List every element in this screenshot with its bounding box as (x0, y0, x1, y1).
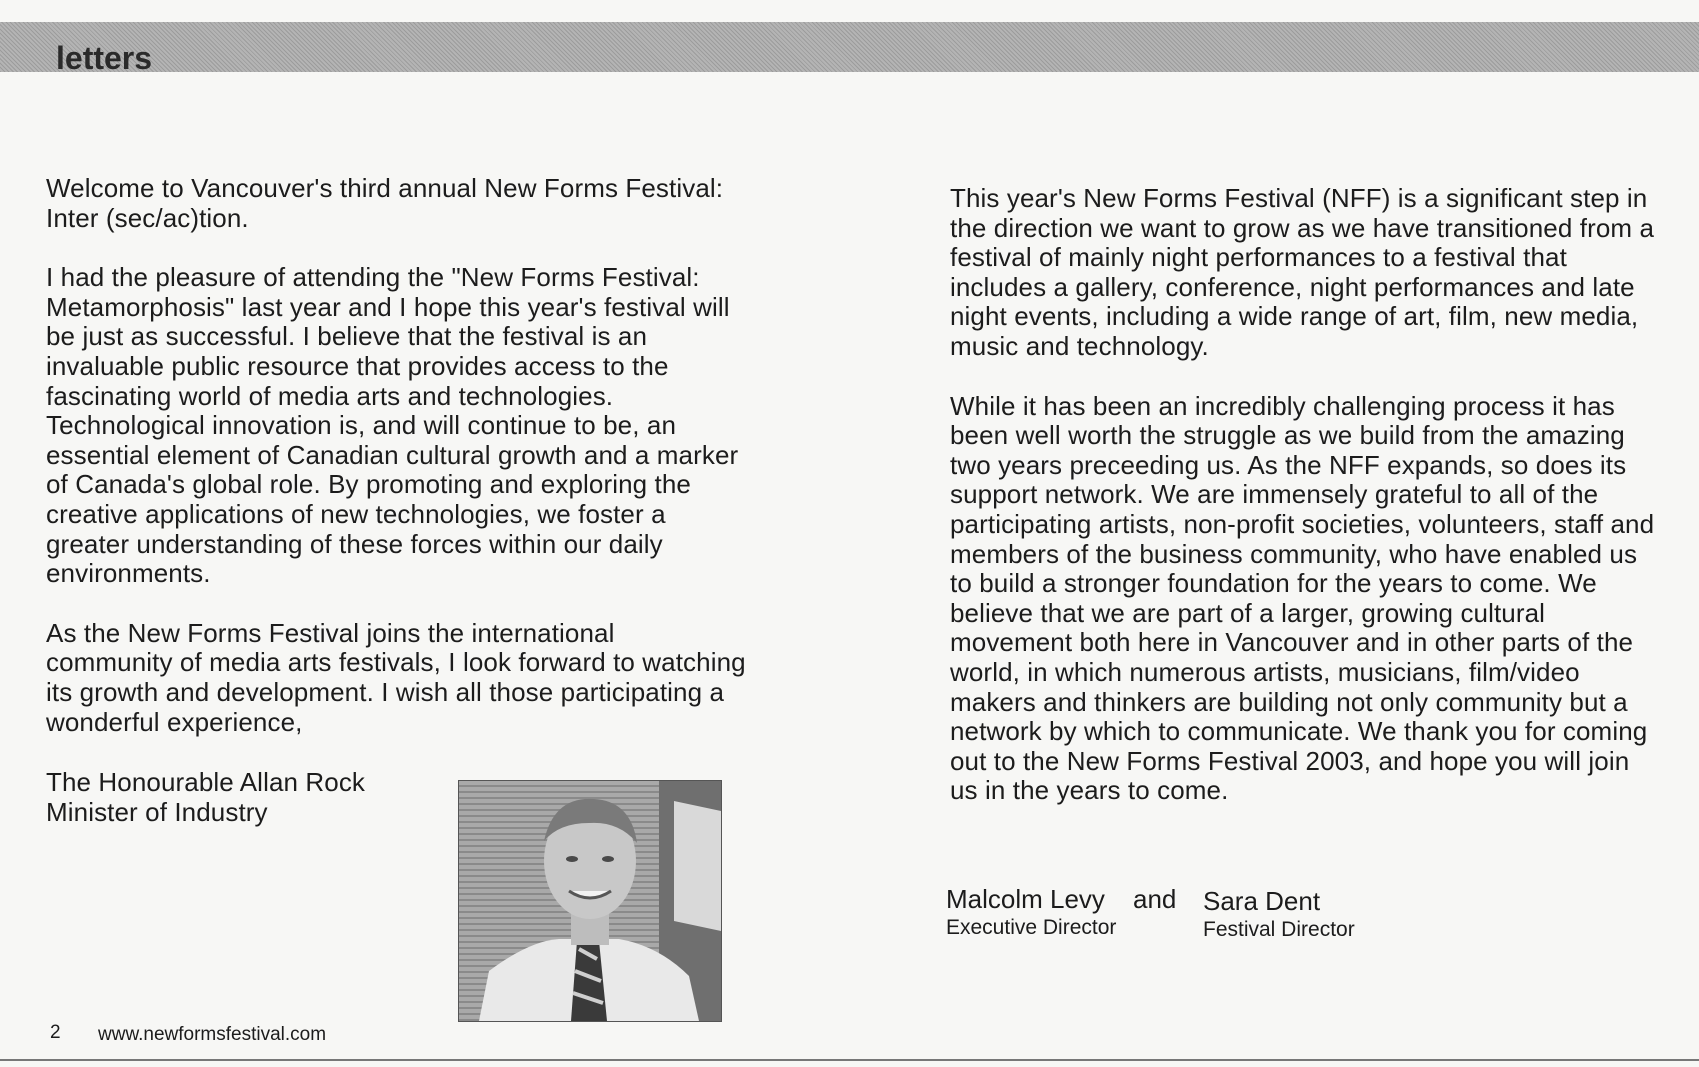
letter-paragraph: Welcome to Vancouver's third annual New Forms Festival: Inter (sec/ac)tion. (46, 173, 724, 233)
conjunction-text: and (1133, 884, 1177, 914)
letter-paragraph: As the New Forms Festival joins the international community of media arts festivals, I look forward to watching its growth and development. I wish all those participating a wonderful experience, (46, 617, 746, 737)
signatory-role: Festival Director (1203, 918, 1355, 941)
minister-portrait-photo (458, 780, 722, 1022)
signatory-conjunction (1133, 884, 1176, 914)
letter-paragraph: While it has been an incredibly challenging process it has been well worth the struggle as we build from the amazing two years preceeding us. As the NFF expands, so does its support network. We are immensely grateful to all of the participating artists, non-profit societies, volunteers, staff and members of the business community, who have enabled us to build a stronger foundation for the years to come. We believe that we are part of a larger, growing cultural movement both here in Vancouver and in other parts of the world, in which numerous artists, musicians, film/video makers and thinkers are building not only community but a network by which to communicate. We thank you for coming out to the New Forms Festival 2003, and hope you will join us in the years to come. (950, 390, 1655, 806)
letter-paragraph: This year's New Forms Festival (NFF) is a significant step in the direction we want to grow as we have transitioned from a festival of mainly night performances to a festival that includes a gallery, conference, night performances and late night events, including a wide range of art, film, new media, music and technology. (950, 183, 1655, 361)
signatory-name: Malcolm Levy (946, 884, 1105, 914)
signatory-title: Minister of Industry (46, 797, 268, 828)
letter-paragraph: I had the pleasure of attending the "New Forms Festival: Metamorphosis" last year and I hope this year's festival will be just as successful. I believe that the festival is an invaluable public resource that provides access to the fascinating world of media arts and technologies. Technological innovation is, and will continue to be, an essential element of Canadian cultural growth and a marker of Canada's global role. By promoting and exploring the creative applications of new technologies, we foster a greater understanding of these forces within our daily environments. (46, 262, 739, 589)
signatory-name: The Honourable Allan Rock (46, 767, 366, 798)
section-header-bar (0, 22, 1699, 76)
directors-letter (950, 184, 1660, 836)
signatory-executive-director (946, 884, 1116, 942)
signatory-festival-director (1203, 886, 1355, 944)
page-number: 2 (50, 1022, 61, 1043)
signatory-role: Executive Director (946, 916, 1117, 939)
bottom-rule (0, 1059, 1699, 1061)
signatory-name: Sara Dent (1203, 886, 1321, 916)
minister-letter (46, 174, 746, 827)
portrait-illustration (459, 781, 721, 1021)
website-url: www.newformsfestival.com (98, 1024, 327, 1045)
section-title: letters (56, 40, 153, 76)
